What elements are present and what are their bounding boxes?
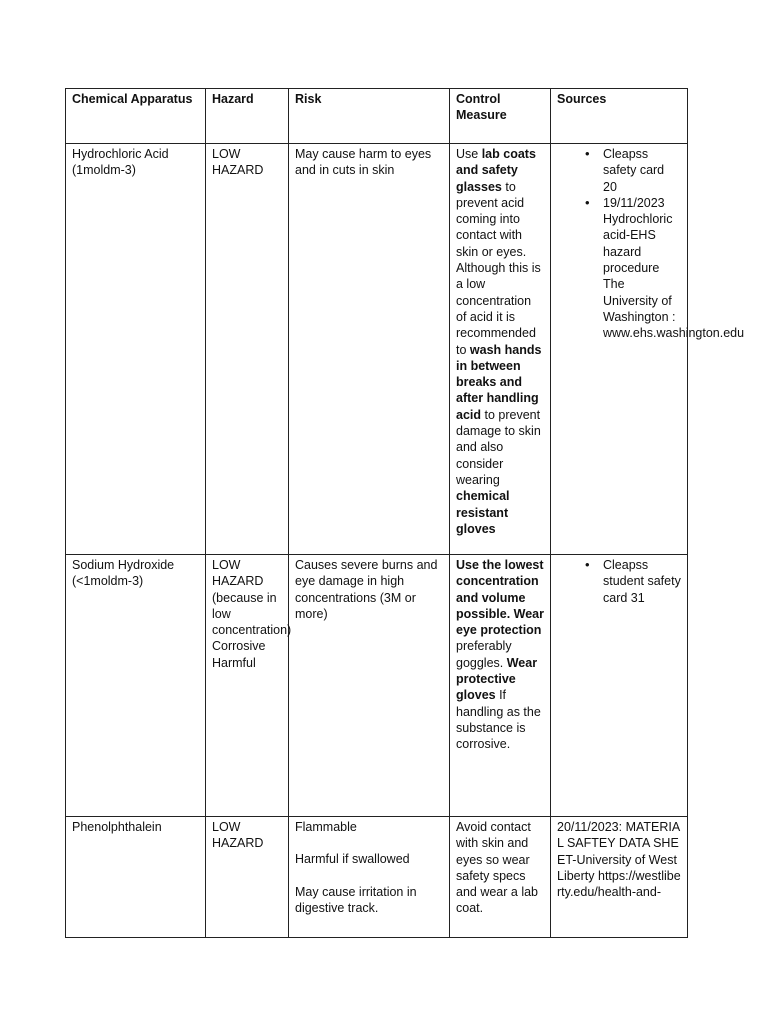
control-measure-text: Avoid contact with skin and eyes so wear safety specs and wear a lab coat. <box>456 820 539 916</box>
control-measure-cell <box>450 555 551 817</box>
header-control-measure: Control Measure <box>450 89 551 144</box>
paragraph-spacer <box>295 835 443 851</box>
risk-cell <box>289 144 450 555</box>
header-sources: Sources <box>551 89 688 144</box>
chemical-cell: Sodium Hydroxide (<1moldm-3) <box>66 555 206 817</box>
hazard-cell: LOW HAZARD <box>206 817 289 938</box>
source-list-item: • Cleapss safety card 20 <box>557 146 681 195</box>
chemical-cell: Hydrochloric Acid (1moldm-3) <box>66 144 206 555</box>
table-header-row <box>66 89 688 144</box>
risk-cell <box>289 555 450 817</box>
hazard-cell: LOW HAZARD (because in low concentration) Corrosive Harmful <box>206 555 289 817</box>
source-list-item: • Cleapss student safety card 31 <box>557 557 681 606</box>
chemical-cell: Phenolphthalein <box>66 817 206 938</box>
sources-list <box>557 146 745 342</box>
control-measure-text: to prevent damage to skin and also consider wearing <box>456 407 541 487</box>
header-hazard: Hazard <box>206 89 289 144</box>
sources-cell <box>551 144 745 555</box>
hazard-cell: LOW HAZARD <box>206 144 289 555</box>
paragraph-spacer <box>295 868 443 884</box>
control-measure-text: Use <box>456 147 482 161</box>
table-row <box>66 144 688 555</box>
table-row <box>66 555 688 817</box>
risk-text: May cause irritation in digestive track. <box>295 884 417 915</box>
table-row <box>66 817 688 938</box>
risk-text: Harmful if swallowed <box>295 852 410 867</box>
header-chemical-apparatus: Chemical Apparatus <box>66 89 206 144</box>
sources-list <box>557 557 681 606</box>
risk-text: Flammable <box>295 820 357 834</box>
control-measure-text: to prevent acid coming into contact with skin or eyes. Although this is a low concentration of acid it is recommended to <box>456 179 541 357</box>
source-list-item: • 19/11/2023 Hydrochloric acid-EHS hazard procedure The University of Washington : www.ehs.washington.edu <box>557 195 681 342</box>
source-text: 20/11/2023: MATERIAL SAFTEY DATA SHEET-University of West Liberty https://westliberty.edu/health-and- <box>557 820 681 900</box>
control-measure-text: preferably goggles. <box>456 639 512 670</box>
risk-text: May cause harm to eyes and in cuts in skin <box>295 147 432 178</box>
control-measure-emphasis: lab coats and safety glasses <box>456 147 536 194</box>
risk-cell <box>289 817 450 938</box>
header-risk: Risk <box>289 89 450 144</box>
control-measure-text: If handling as the substance is corrosive. <box>456 688 541 752</box>
risk-text: Causes severe burns and eye damage in high concentrations (3M or more) <box>295 558 438 621</box>
sources-cell <box>551 817 688 938</box>
sources-cell <box>551 555 688 817</box>
control-measure-emphasis: Use the lowest concentration and volume possible. Wear eye protection <box>456 558 544 638</box>
risk-assessment-table <box>65 88 745 938</box>
control-measure-cell <box>450 144 551 555</box>
control-measure-cell <box>450 817 551 938</box>
control-measure-emphasis: Wear protective gloves <box>456 655 538 703</box>
control-measure-emphasis: chemical resistant gloves <box>456 489 510 536</box>
control-measure-emphasis: wash hands in between breaks and after handling acid <box>456 342 542 422</box>
